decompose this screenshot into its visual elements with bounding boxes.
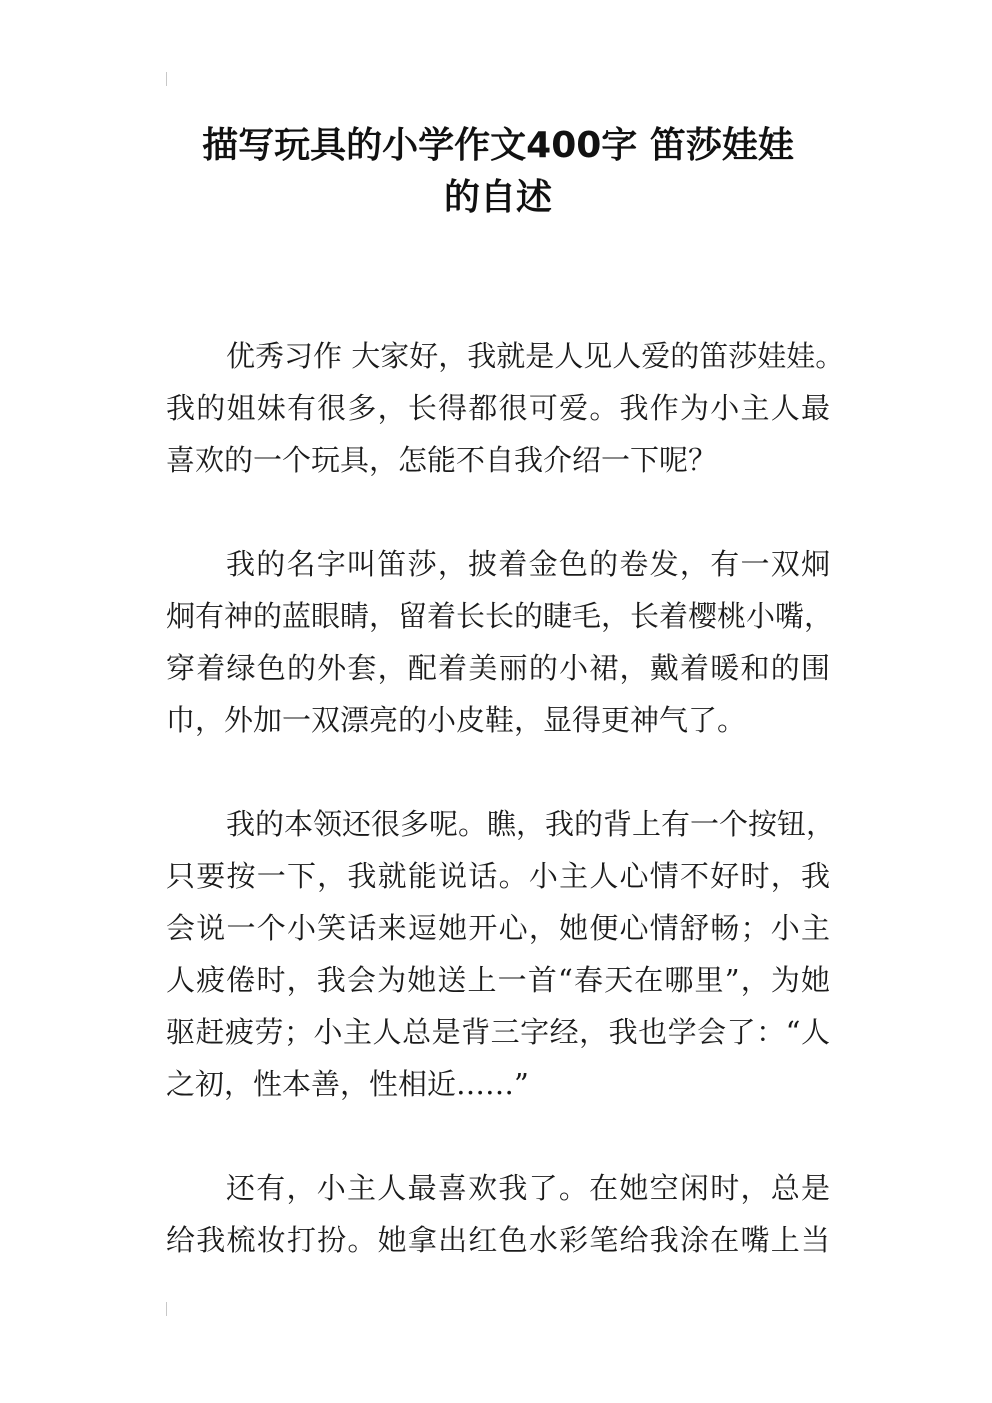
text-line: 驱赶疲劳；小主人总是背三字经，我也学会了：“人 bbox=[166, 1015, 830, 1049]
paragraph-4 bbox=[166, 1162, 830, 1266]
text-line: 优秀习作 大家好，我就是人见人爱的笛莎娃娃。 bbox=[226, 339, 845, 373]
essay-body bbox=[166, 330, 845, 1318]
title-line: 描写玩具的小学作文400字 笛莎娃娃 bbox=[202, 125, 794, 166]
paragraph-3 bbox=[166, 798, 836, 1110]
text-line: 穿着绿色的外套，配着美丽的小裙，戴着暖和的围 bbox=[166, 651, 830, 685]
crop-mark-top bbox=[166, 72, 167, 86]
document-title bbox=[166, 120, 830, 224]
text-line: 人疲倦时，我会为她送上一首“春天在哪里”，为她 bbox=[166, 963, 830, 997]
text-line: 我的名字叫笛莎，披着金色的卷发，有一双炯 bbox=[226, 547, 830, 581]
text-line: 之初，性本善，性相近……” bbox=[166, 1067, 529, 1101]
paragraph-2 bbox=[166, 538, 834, 746]
paragraph-1 bbox=[166, 330, 845, 486]
text-line: 还有，小主人最喜欢我了。在她空闲时，总是 bbox=[226, 1171, 830, 1205]
crop-mark-bottom bbox=[166, 1302, 167, 1316]
text-line: 会说一个小笑话来逗她开心，她便心情舒畅；小主 bbox=[166, 911, 830, 945]
title-line: 的自述 bbox=[443, 177, 552, 218]
text-line: 巾，外加一双漂亮的小皮鞋，显得更神气了。 bbox=[166, 703, 747, 737]
text-line: 只要按一下，我就能说话。小主人心情不好时，我 bbox=[166, 859, 830, 893]
text-line: 炯有神的蓝眼睛，留着长长的睫毛，长着樱桃小嘴， bbox=[166, 599, 834, 633]
text-line: 喜欢的一个玩具，怎能不自我介绍一下呢？ bbox=[166, 443, 718, 477]
text-line: 给我梳妆打扮。她拿出红色水彩笔给我涂在嘴上当 bbox=[166, 1223, 830, 1257]
text-line: 我的本领还很多呢。瞧，我的背上有一个按钮， bbox=[226, 807, 836, 841]
text-line: 我的姐妹有很多，长得都很可爱。我作为小主人最 bbox=[166, 391, 830, 425]
